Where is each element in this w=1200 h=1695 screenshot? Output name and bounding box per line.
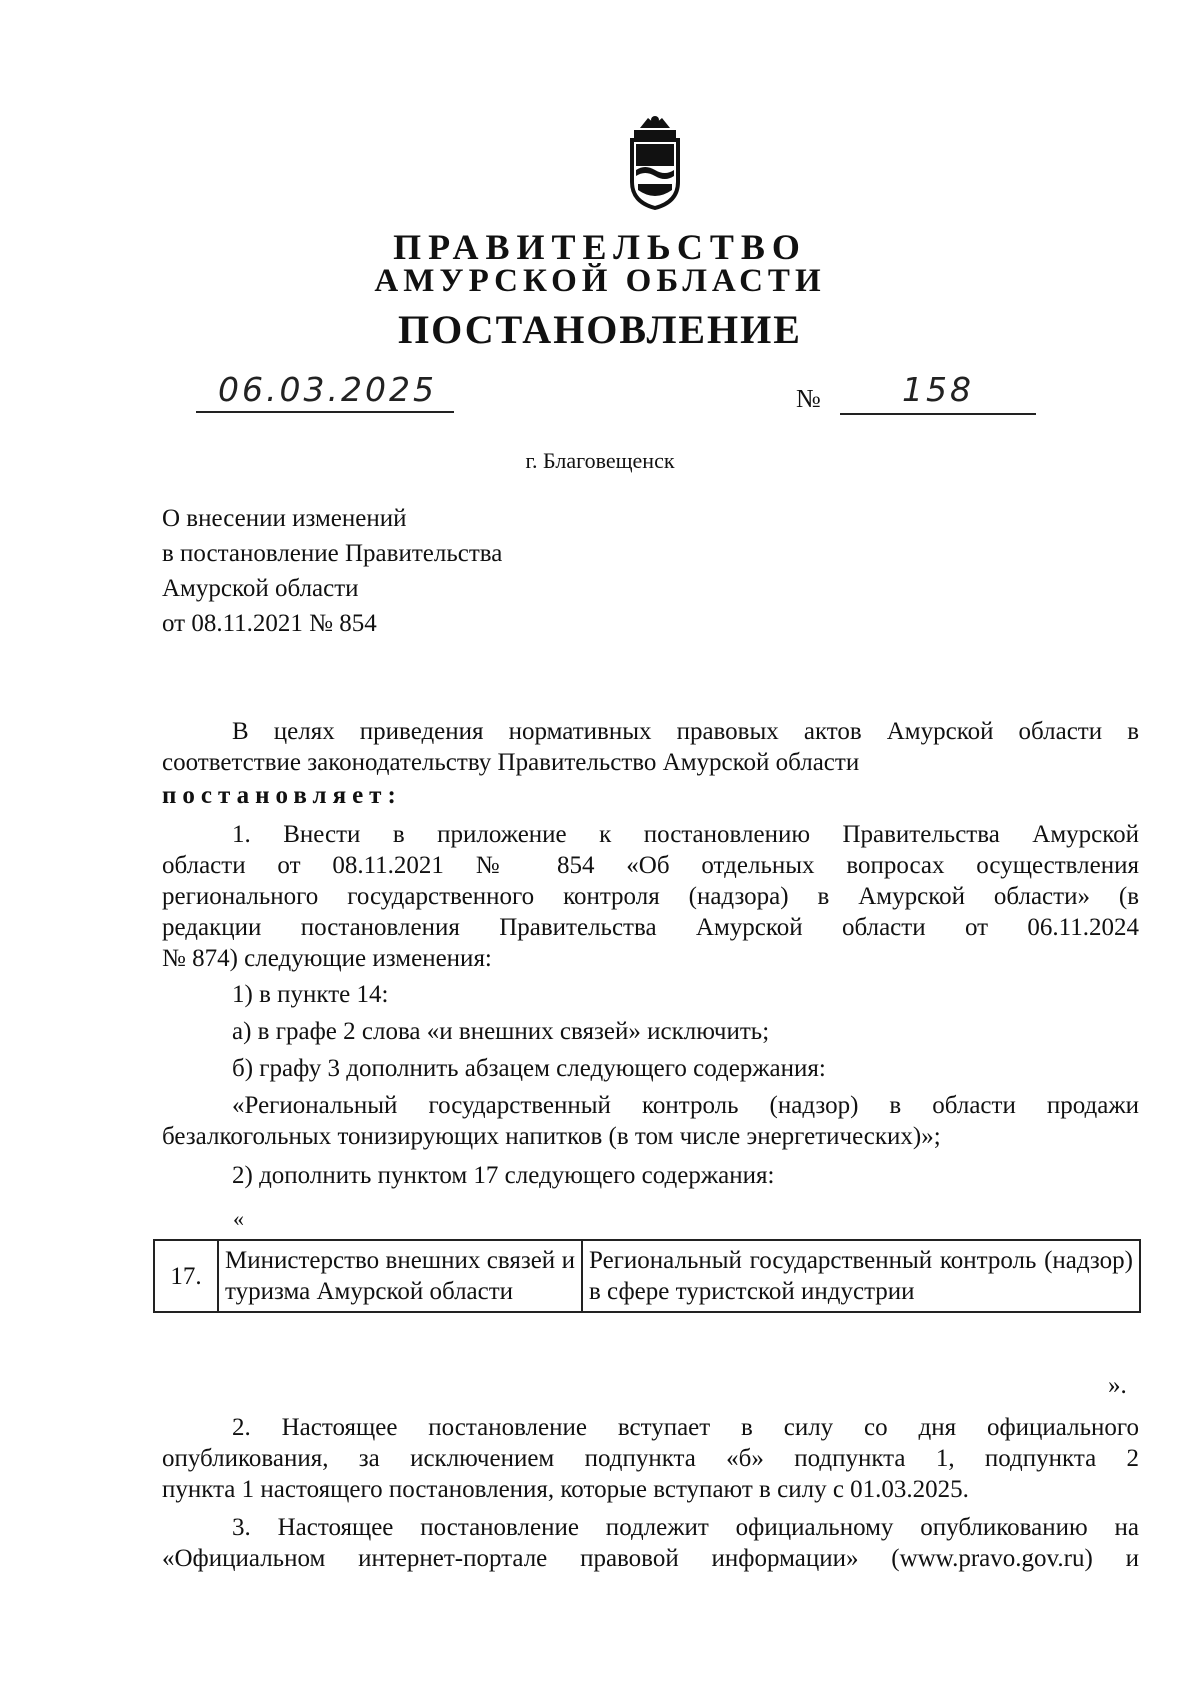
preamble-line-2: соответствие законодательству Правительство Амурской области <box>162 749 860 776</box>
subitem-2: 2) дополнить пунктом 17 следующего содержания: <box>232 1162 775 1189</box>
item1-line-4: редакции постановления Правительства Амурской области от 06.11.2024 <box>162 914 1139 941</box>
table-cell-control: Региональный государственный контроль (надзор) в сфере туристской индустрии <box>582 1240 1140 1312</box>
item3-line-2: «Официальном интернет-портале правовой информации» (www.pravo.gov.ru) и <box>162 1545 1139 1572</box>
title-line-1: О внесении изменений <box>162 505 407 532</box>
item2-line-1: 2. Настоящее постановление вступает в силу со дня официального <box>232 1414 1139 1441</box>
title-line-4: от 08.11.2021 № 854 <box>162 610 377 637</box>
decides-word: постановляет: <box>162 782 402 809</box>
quote-line-2: безалкогольных тонизирующих напитков (в том числе энергетических)»; <box>162 1123 941 1150</box>
subitem-1b: б) графу 3 дополнить абзацем следующего содержания: <box>232 1055 826 1082</box>
handwritten-date: 06.03.2025 <box>218 370 437 409</box>
table-cell-ministry: Министерство внешних связей и туризма Амурской области <box>218 1240 582 1312</box>
preamble-line-1: В целях приведения нормативных правовых актов Амурской области в <box>232 718 1139 745</box>
table-cell-number: 17. <box>154 1240 218 1312</box>
quote-line-1: «Региональный государственный контроль (надзор) в области продажи <box>232 1092 1139 1119</box>
table-open-quote: « <box>233 1206 244 1231</box>
item1-line-3: регионального государственного контроля (надзора) в Амурской области» (в <box>162 883 1139 910</box>
table-close-quote: ». <box>1108 1372 1127 1399</box>
item2-line-2: опубликования, за исключением подпункта «б» подпункта 1, подпункта 2 <box>162 1445 1139 1472</box>
item2-line-3: пункта 1 настоящего постановления, которые вступают в силу с 01.03.2025. <box>162 1476 969 1503</box>
title-line-2: в постановление Правительства <box>162 540 503 567</box>
table-row <box>154 1240 1140 1312</box>
city-line: г. Благовещенск <box>525 448 675 473</box>
number-underline <box>840 413 1036 415</box>
item1-line-5: № 874) следующие изменения: <box>162 945 492 972</box>
title-line-3: Амурской области <box>162 575 359 602</box>
handwritten-number: 158 <box>902 370 974 409</box>
subitem-1: 1) в пункте 14: <box>232 981 389 1008</box>
government-heading: ПРАВИТЕЛЬСТВО <box>393 227 807 267</box>
amendment-table <box>153 1239 1141 1313</box>
item3-line-1: 3. Настоящее постановление подлежит официальному опубликованию на <box>232 1514 1139 1541</box>
document-type-heading: ПОСТАНОВЛЕНИЕ <box>398 307 802 352</box>
date-underline <box>196 411 454 413</box>
number-label: № <box>796 384 821 413</box>
item1-line-1: 1. Внести в приложение к постановлению Правительства Амурской <box>232 821 1139 848</box>
subitem-1a: а) в графе 2 слова «и внешних связей» исключить; <box>232 1018 770 1045</box>
coat-of-arms-icon <box>620 110 690 210</box>
item1-line-2: области от 08.11.2021 № 854 «Об отдельных вопросах осуществления <box>162 852 1139 879</box>
region-heading: АМУРСКОЙ ОБЛАСТИ <box>374 263 826 299</box>
